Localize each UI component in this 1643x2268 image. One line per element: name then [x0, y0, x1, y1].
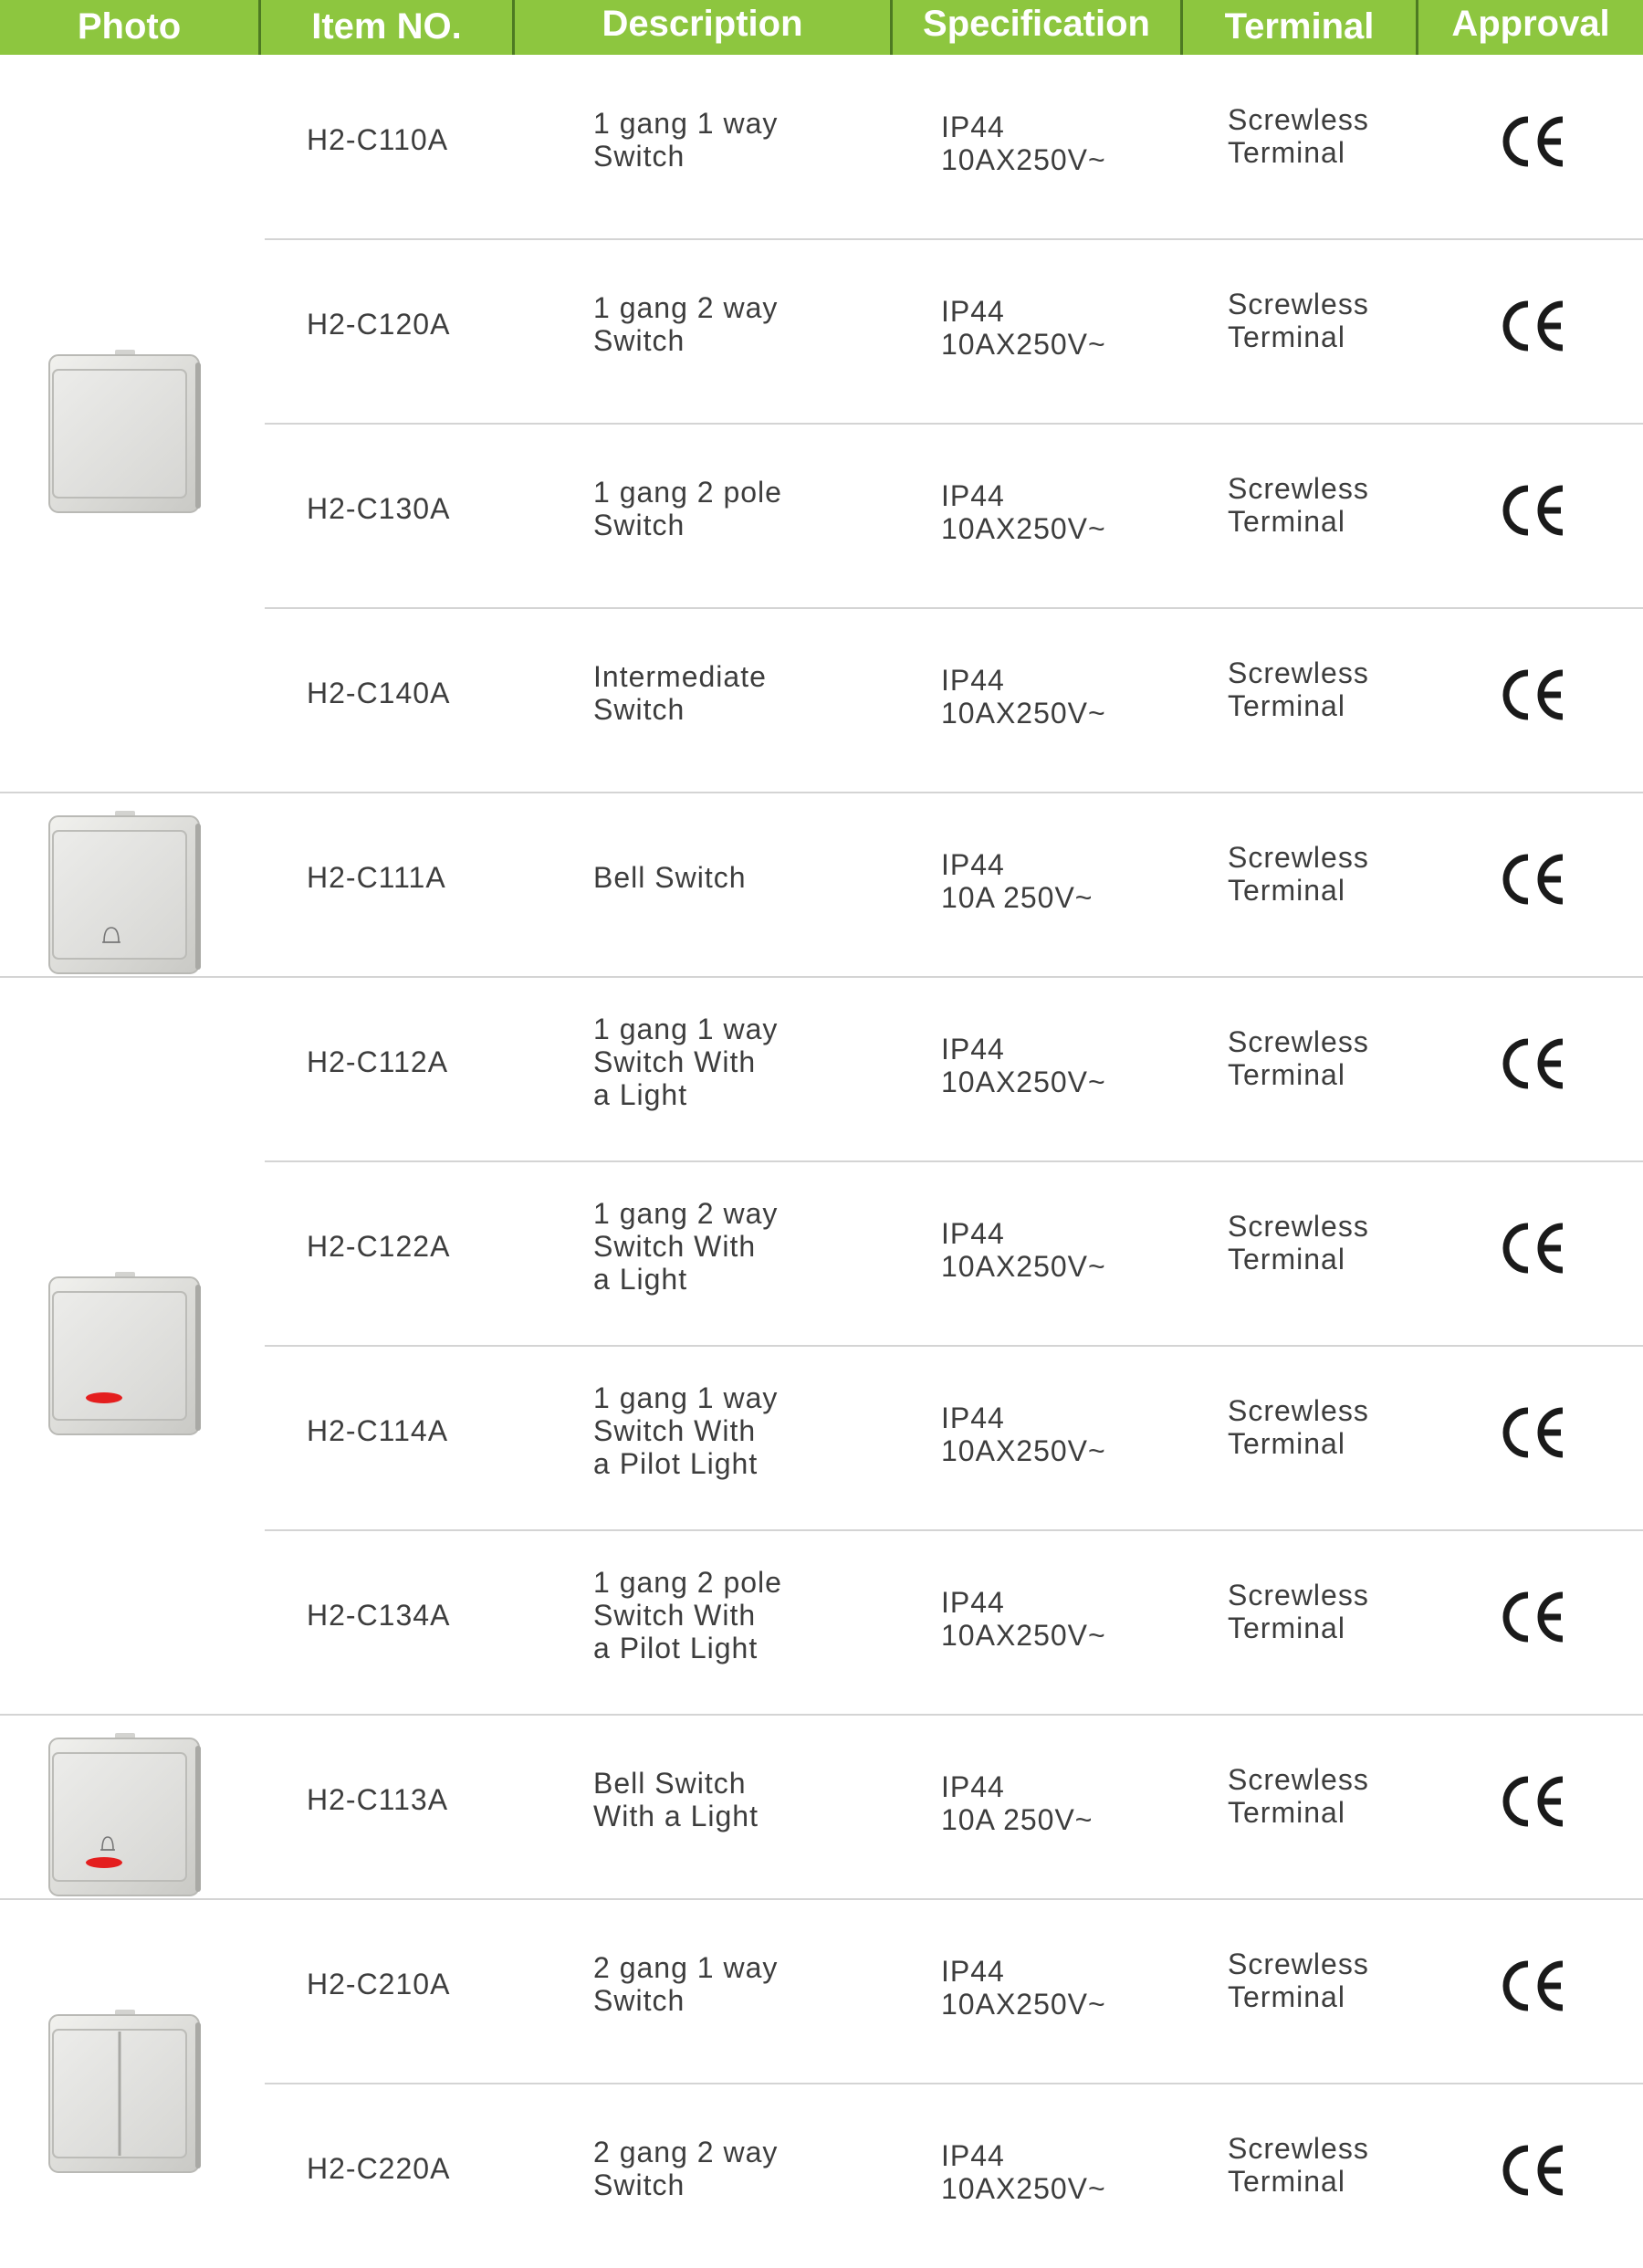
table-row — [0, 1346, 1643, 1530]
table-row — [0, 793, 1643, 977]
specification — [941, 2139, 1106, 2205]
specification — [941, 664, 1106, 730]
item-number: H2-C111A — [307, 861, 446, 894]
text-line: IP44 — [941, 1955, 1005, 1988]
specification — [941, 1402, 1106, 1467]
text-line: 2 gang 1 way — [593, 1951, 779, 1984]
row-divider — [265, 1529, 1643, 1531]
text-line: a Pilot Light — [593, 1447, 759, 1480]
switch-bell-photo — [44, 803, 203, 977]
text-line: 10AX250V~ — [941, 1619, 1106, 1652]
text-line: 10AX250V~ — [941, 328, 1106, 361]
text-line: 1 gang 1 way — [593, 1381, 779, 1414]
text-line: Screwless — [1228, 1948, 1369, 1980]
table-row — [0, 1530, 1643, 1715]
text-line: Screwless — [1228, 103, 1369, 136]
text-line: Screwless — [1228, 472, 1369, 505]
text-line: 2 gang 2 way — [593, 2136, 779, 2168]
ce-mark-icon — [1501, 483, 1566, 538]
text-line: Screwless — [1228, 1763, 1369, 1796]
text-line: Terminal — [1228, 136, 1345, 169]
group-divider — [0, 1714, 1643, 1716]
terminal — [1228, 656, 1369, 722]
group-divider — [0, 976, 1643, 978]
text-line: IP44 — [941, 1033, 1005, 1066]
text-line: Terminal — [1228, 1980, 1345, 2013]
group-divider — [0, 1898, 1643, 1900]
text-line: Terminal — [1228, 2165, 1345, 2198]
text-line: Switch With — [593, 1599, 757, 1632]
specification — [941, 1033, 1106, 1098]
text-line: 1 gang 2 way — [593, 291, 779, 324]
ce-mark-icon — [1501, 1590, 1566, 1644]
switch-plain-photo — [44, 342, 203, 516]
text-line: a Pilot Light — [593, 1632, 759, 1664]
text-line: 1 gang 1 way — [593, 1013, 779, 1045]
specification — [941, 110, 1106, 176]
text-line: Terminal — [1228, 1612, 1345, 1644]
table-row — [0, 1161, 1643, 1346]
terminal — [1228, 1394, 1369, 1460]
description — [593, 1381, 778, 1480]
table-row — [0, 608, 1643, 793]
text-line: IP44 — [941, 2139, 1005, 2172]
text-line: Screwless — [1228, 656, 1369, 689]
specification — [941, 1586, 1106, 1652]
text-line: 10AX250V~ — [941, 1434, 1106, 1467]
row-divider — [265, 1160, 1643, 1162]
terminal — [1228, 1948, 1369, 2013]
ce-mark-icon — [1501, 667, 1566, 722]
text-line: Switch — [593, 140, 685, 173]
description — [593, 1566, 782, 1664]
text-line: Bell Switch — [593, 861, 747, 894]
table-row — [0, 1899, 1643, 2084]
header-approval: Approval — [1451, 4, 1610, 44]
text-line: 10AX250V~ — [941, 1066, 1106, 1098]
text-line: Terminal — [1228, 689, 1345, 722]
ce-mark-icon — [1501, 1036, 1566, 1091]
specification — [941, 479, 1106, 545]
terminal — [1228, 2132, 1369, 2198]
text-line: Switch — [593, 693, 685, 726]
text-line: a Light — [593, 1078, 688, 1111]
text-line: IP44 — [941, 1402, 1005, 1434]
text-line: 10A 250V~ — [941, 1803, 1094, 1836]
row-divider — [265, 1345, 1643, 1347]
item-number: H2-C210A — [307, 1968, 451, 2000]
switch-red-indicator-photo — [44, 1265, 203, 1438]
table-row — [0, 977, 1643, 1161]
terminal — [1228, 1025, 1369, 1091]
text-line: Screwless — [1228, 841, 1369, 874]
row-divider — [265, 238, 1643, 240]
text-line: 10AX250V~ — [941, 2172, 1106, 2205]
item-number: H2-C140A — [307, 677, 451, 709]
table-header — [0, 0, 1643, 55]
item-number: H2-C113A — [307, 1783, 449, 1816]
text-line: Screwless — [1228, 1025, 1369, 1058]
group-divider — [0, 792, 1643, 793]
text-line: Screwless — [1228, 1579, 1369, 1612]
text-line: Switch — [593, 509, 685, 541]
item-number: H2-C112A — [307, 1045, 449, 1078]
text-line: Switch With — [593, 1414, 757, 1447]
text-line: Screwless — [1228, 1210, 1369, 1243]
specification — [941, 1770, 1093, 1836]
text-line: Terminal — [1228, 320, 1345, 353]
text-line: 10AX250V~ — [941, 1250, 1106, 1283]
description — [593, 1767, 759, 1832]
text-line: Terminal — [1228, 1058, 1345, 1091]
text-line: 10AX250V~ — [941, 697, 1106, 730]
text-line: IP44 — [941, 295, 1005, 328]
text-line: 1 gang 1 way — [593, 107, 779, 140]
row-divider — [265, 423, 1643, 425]
text-line: Switch — [593, 2168, 685, 2201]
text-line: Terminal — [1228, 874, 1345, 907]
header-specification: Specification — [923, 4, 1150, 44]
item-number: H2-C220A — [307, 2152, 451, 2185]
text-line: 10AX250V~ — [941, 1988, 1106, 2021]
text-line: 1 gang 2 pole — [593, 1566, 782, 1599]
text-line: 1 gang 2 way — [593, 1197, 779, 1230]
description — [593, 291, 778, 357]
terminal — [1228, 472, 1369, 538]
text-line: 1 gang 2 pole — [593, 476, 782, 509]
switch-double-rocker-photo — [44, 2002, 203, 2176]
description — [593, 1013, 778, 1111]
description — [593, 476, 782, 541]
text-line: Screwless — [1228, 288, 1369, 320]
text-line: Terminal — [1228, 1243, 1345, 1276]
header-terminal: Terminal — [1224, 6, 1375, 47]
text-line: IP44 — [941, 848, 1005, 881]
text-line: Switch With — [593, 1230, 757, 1263]
ce-mark-icon — [1501, 1958, 1566, 2013]
description — [593, 1197, 778, 1296]
description — [593, 660, 767, 726]
header-item-no: Item NO. — [311, 6, 462, 47]
specification — [941, 1217, 1106, 1283]
row-divider — [265, 2083, 1643, 2084]
text-line: Terminal — [1228, 1796, 1345, 1829]
terminal — [1228, 841, 1369, 907]
item-number: H2-C110A — [307, 123, 449, 156]
text-line: Bell Switch — [593, 1767, 747, 1800]
text-line: Terminal — [1228, 505, 1345, 538]
description — [593, 107, 778, 173]
description — [593, 1951, 778, 2017]
description — [593, 2136, 778, 2201]
ce-mark-icon — [1501, 1221, 1566, 1276]
table-row — [0, 239, 1643, 424]
text-line: 10A 250V~ — [941, 881, 1094, 914]
terminal — [1228, 103, 1369, 169]
header-description: Description — [602, 4, 803, 44]
header-photo: Photo — [77, 6, 182, 47]
text-line: Screwless — [1228, 2132, 1369, 2165]
text-line: IP44 — [941, 479, 1005, 512]
specification — [941, 295, 1106, 361]
table-row — [0, 424, 1643, 608]
item-number: H2-C134A — [307, 1599, 451, 1632]
ce-mark-icon — [1501, 852, 1566, 907]
ce-mark-icon — [1501, 299, 1566, 353]
text-line: IP44 — [941, 1586, 1005, 1619]
text-line: IP44 — [941, 1770, 1005, 1803]
text-line: Screwless — [1228, 1394, 1369, 1427]
text-line: a Light — [593, 1263, 688, 1296]
item-number: H2-C130A — [307, 492, 451, 525]
text-line: IP44 — [941, 110, 1005, 143]
item-number: H2-C120A — [307, 308, 451, 341]
ce-mark-icon — [1501, 114, 1566, 169]
text-line: Terminal — [1228, 1427, 1345, 1460]
ce-mark-icon — [1501, 1405, 1566, 1460]
text-line: Switch — [593, 324, 685, 357]
switch-bell-red-indicator-photo — [44, 1726, 203, 1899]
item-number: H2-C122A — [307, 1230, 451, 1263]
terminal — [1228, 1210, 1369, 1276]
item-number: H2-C114A — [307, 1414, 449, 1447]
text-line: 10AX250V~ — [941, 512, 1106, 545]
terminal — [1228, 288, 1369, 353]
row-divider — [265, 607, 1643, 609]
ce-mark-icon — [1501, 1774, 1566, 1829]
text-line: With a Light — [593, 1800, 759, 1832]
table-row — [0, 1715, 1643, 1899]
terminal — [1228, 1763, 1369, 1829]
description — [593, 861, 747, 894]
table-row — [0, 2084, 1643, 2268]
specification — [941, 848, 1093, 914]
specification — [941, 1955, 1106, 2021]
text-line: Switch With — [593, 1045, 757, 1078]
terminal — [1228, 1579, 1369, 1644]
text-line: Intermediate — [593, 660, 767, 693]
text-line: 10AX250V~ — [941, 143, 1106, 176]
ce-mark-icon — [1501, 2143, 1566, 2198]
text-line: IP44 — [941, 664, 1005, 697]
table-row — [0, 55, 1643, 239]
text-line: Switch — [593, 1984, 685, 2017]
text-line: IP44 — [941, 1217, 1005, 1250]
